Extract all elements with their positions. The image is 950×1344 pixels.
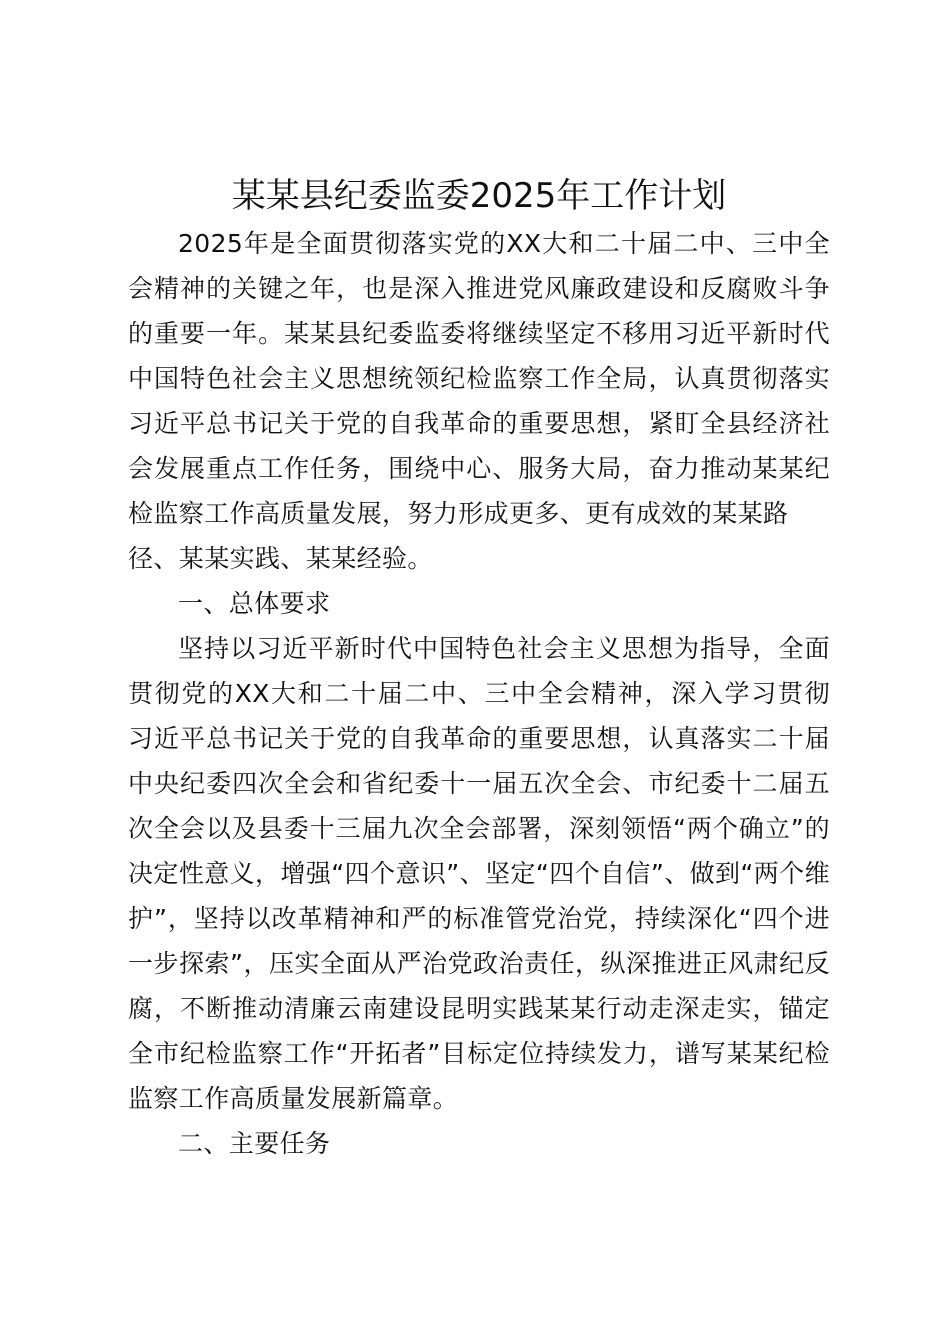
intro-line: 中国特色社会主义思想统领纪检监察工作全局，认真贯彻落实 [128,364,830,393]
intro-line: 的重要一年。某某县纪委监委将继续坚定不移用习近平新时代 [128,319,830,348]
section-heading-main-tasks: 二、主要任务 [178,1129,331,1158]
intro-line: 会发展重点工作任务，围绕中心、服务大局，奋力推动某某纪 [128,454,830,483]
document-title: 某某县纪委监委2025年工作计划 [231,176,727,216]
intro-line: 2025年是全面贯彻落实党的XX大和二十届二中、三中全 [178,229,830,258]
section1-line: 中央纪委四次全会和省纪委十一届五次全会、市纪委十二届五 [128,769,830,798]
section1-line: 一步探索”，压实全面从严治党政治责任，纵深推进正风肃纪反 [128,949,830,978]
section1-line: 护”，坚持以改革精神和严的标准管党治党，持续深化“四个进 [128,904,830,933]
intro-line: 习近平总书记关于党的自我革命的重要思想，紧盯全县经济社 [128,409,830,438]
section1-line: 坚持以习近平新时代中国特色社会主义思想为指导，全面 [178,634,830,663]
section-heading-general-requirements: 一、总体要求 [178,589,331,618]
intro-line: 会精神的关键之年，也是深入推进党风廉政建设和反腐败斗争 [128,274,830,303]
section1-line: 习近平总书记关于党的自我革命的重要思想，认真落实二十届 [128,724,830,753]
intro-line: 径、某某实践、某某经验。 [128,544,433,573]
section1-line: 全市纪检监察工作“开拓者”目标定位持续发力，谱写某某纪检 [128,1039,830,1068]
section1-line: 决定性意义，增强“四个意识”、坚定“四个自信”、做到“两个维 [128,859,830,888]
section1-line: 次全会以及县委十三届九次全会部署，深刻领悟“两个确立”的 [128,814,830,843]
section1-line: 贯彻党的XX大和二十届二中、三中全会精神，深入学习贯彻 [128,679,830,708]
section1-line: 监察工作高质量发展新篇章。 [128,1084,459,1113]
section1-line: 腐，不断推动清廉云南建设昆明实践某某行动走深走实，锚定 [128,994,830,1023]
intro-line: 检监察工作高质量发展，努力形成更多、更有成效的某某路 [128,499,789,528]
